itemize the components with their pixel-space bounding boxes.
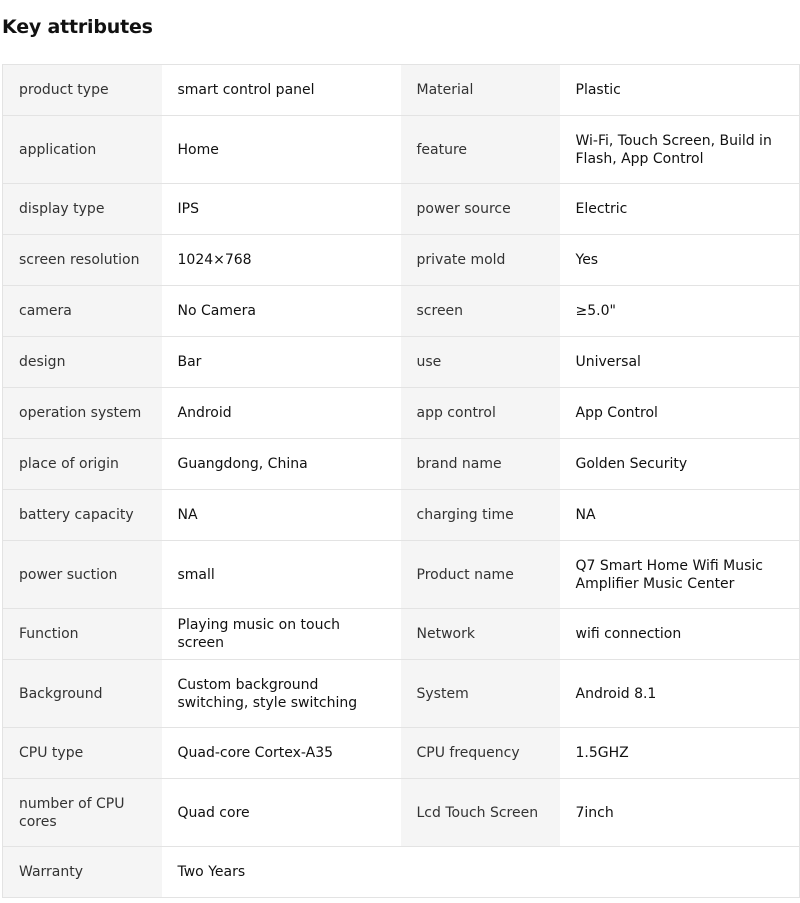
empty-cell (560, 847, 800, 898)
attribute-value: 7inch (560, 779, 800, 847)
attribute-row (3, 779, 800, 847)
attribute-row (3, 337, 800, 388)
attribute-value: ≥5.0" (560, 286, 800, 337)
attribute-value: Yes (560, 235, 800, 286)
attribute-row (3, 388, 800, 439)
attribute-key: CPU frequency (401, 728, 560, 779)
attribute-key: number of CPU cores (3, 779, 162, 847)
attribute-key: application (3, 116, 162, 184)
attribute-row (3, 847, 800, 898)
attribute-row (3, 609, 800, 660)
attributes-table (2, 64, 800, 898)
attribute-key: place of origin (3, 439, 162, 490)
attribute-key: operation system (3, 388, 162, 439)
attribute-key: System (401, 660, 560, 728)
attribute-key: product type (3, 65, 162, 116)
attribute-row (3, 235, 800, 286)
attribute-value: Quad-core Cortex-A35 (162, 728, 401, 779)
attribute-value: IPS (162, 184, 401, 235)
attribute-key: design (3, 337, 162, 388)
attribute-key: Function (3, 609, 162, 660)
attribute-value: Android 8.1 (560, 660, 800, 728)
attribute-value: No Camera (162, 286, 401, 337)
attribute-row (3, 728, 800, 779)
attribute-key: screen (401, 286, 560, 337)
attribute-key: camera (3, 286, 162, 337)
attribute-key: Network (401, 609, 560, 660)
attribute-value: Electric (560, 184, 800, 235)
attribute-key: display type (3, 184, 162, 235)
attribute-row (3, 116, 800, 184)
attribute-key: power suction (3, 541, 162, 609)
attribute-value: Android (162, 388, 401, 439)
attribute-value: Quad core (162, 779, 401, 847)
empty-cell (401, 847, 560, 898)
attribute-key: Lcd Touch Screen (401, 779, 560, 847)
attribute-key: battery capacity (3, 490, 162, 541)
attribute-value: small (162, 541, 401, 609)
attribute-key: CPU type (3, 728, 162, 779)
attribute-row (3, 286, 800, 337)
attribute-key: app control (401, 388, 560, 439)
section-title: Key attributes (2, 16, 153, 38)
attribute-key: brand name (401, 439, 560, 490)
attribute-key: charging time (401, 490, 560, 541)
attribute-value: App Control (560, 388, 800, 439)
attribute-value: Q7 Smart Home Wifi Music Amplifier Music Center (560, 541, 800, 609)
attribute-key: use (401, 337, 560, 388)
attribute-value: Guangdong, China (162, 439, 401, 490)
attribute-key: private mold (401, 235, 560, 286)
attribute-value: smart control panel (162, 65, 401, 116)
attribute-value: Playing music on touch screen (162, 609, 401, 660)
attribute-key: power source (401, 184, 560, 235)
attribute-value: NA (162, 490, 401, 541)
attribute-row (3, 660, 800, 728)
attribute-value: 1024×768 (162, 235, 401, 286)
attribute-value: Bar (162, 337, 401, 388)
attribute-key: Product name (401, 541, 560, 609)
attribute-value: Golden Security (560, 439, 800, 490)
attribute-row (3, 490, 800, 541)
attribute-row (3, 65, 800, 116)
attribute-key: Background (3, 660, 162, 728)
attribute-value: NA (560, 490, 800, 541)
attribute-key: screen resolution (3, 235, 162, 286)
attribute-value: 1.5GHZ (560, 728, 800, 779)
attribute-row (3, 439, 800, 490)
attribute-key: Warranty (3, 847, 162, 898)
attribute-value: Universal (560, 337, 800, 388)
attribute-value: Two Years (162, 847, 401, 898)
attribute-value: Wi-Fi, Touch Screen, Build in Flash, App Control (560, 116, 800, 184)
attribute-key: feature (401, 116, 560, 184)
attribute-value: Custom background switching, style switching (162, 660, 401, 728)
attribute-key: Material (401, 65, 560, 116)
attribute-value: Home (162, 116, 401, 184)
attribute-row (3, 541, 800, 609)
attribute-value: Plastic (560, 65, 800, 116)
attribute-value: wifi connection (560, 609, 800, 660)
attribute-row (3, 184, 800, 235)
